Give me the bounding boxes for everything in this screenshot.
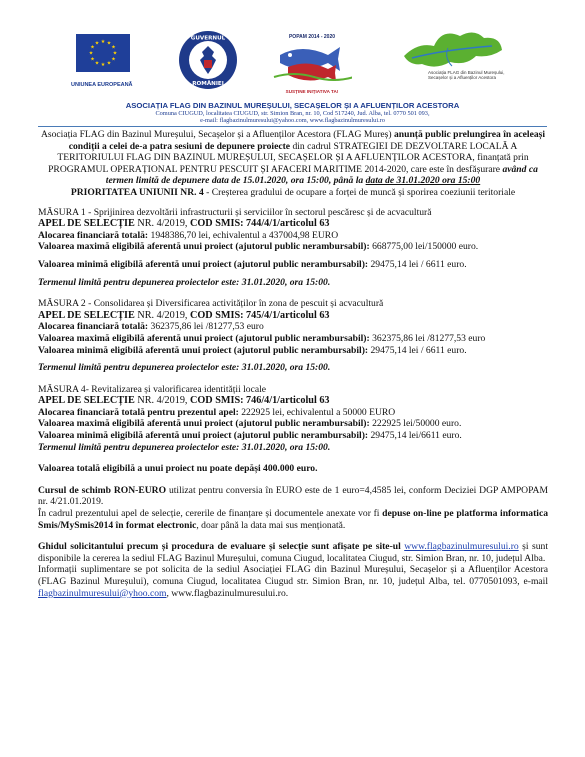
flag-mures-map-logo [398,26,508,96]
address-line: Comuna CIUGUD, localitatea CIUGUD, str. Simion Bran, nr. 10, Cod 517240, Jud. Alba, tel. 0770 501 093, [155,110,430,117]
svg-text:★: ★ [106,40,112,47]
intro-bold: anunță public prelungirea în aceleași condiții a celei de-a patra sesiuni de depunere proiecte [68,129,546,152]
min-value-line: Valoarea minimă eligibilă aferentă unui proiect (ajutorul public nerambursabil): 29475,14 lei/6611 euro. [38,430,462,442]
popam-slogan: SUSȚINE INIȚIATIVA TA! [285,89,339,94]
max-value-line: Valoarea maximă eligibilă aferentă unui proiect (ajutorul public nerambursabil): 222925 lei/50000 euro. [38,418,462,430]
measure-block [38,207,548,289]
flag-logo-caption: Asociația FLAG din Bazinul Mureșului, Secașelor și a Afluenților Acestora [428,70,505,81]
priority-line [38,187,548,199]
call-line: APEL DE SELECȚIE NR. 4/2019, COD SMIS: 746/4/1/articolul 63 [38,395,330,407]
call-line: APEL DE SELECȚIE NR. 4/2019, COD SMIS: 745/4/1/articolul 63 [38,309,330,321]
measure-title: MĂSURA 2 - Consolidarea și Diversificarea activităților în zona de pescuit și acvacultură [38,298,384,310]
online-submission-paragraph: În cadrul prezentului apel de selecție, cererile de finanțare și documentele anexate vor fi depuse on-line pe platforma informatica Smis/MySmis2014 în format electronic, doar până la data mai sus menționată. [38,508,549,531]
svg-text:★: ★ [94,60,100,67]
svg-text:★: ★ [112,50,118,57]
exchange-rate-paragraph: Cursul de schimb RON-EURO utilizat pentru conversia în EURO este de 1 euro=4,4585 lei, conform Deciziei DGP AMPOPAM nr. 4/21.01.2019. [38,484,548,508]
email-link[interactable]: flagbazinulmuresului@yhoo.com [38,587,167,599]
intro-text: Asociația FLAG din Bazinul Mureșului, Secașelor și a Afluenților Acestora (FLAG Mureș) [40,129,392,140]
deadline-line: Termenul limită pentru depunerea proiectelor este: 31.01.2020, ora 15:00. [38,441,331,453]
svg-text:★: ★ [90,56,95,63]
popam-title: POPAM 2014 - 2020 [288,34,336,40]
logo-row [38,26,547,96]
fish-icon [272,41,352,83]
eu-flag-logo [76,34,130,78]
association-address [38,110,547,124]
intro-deadline-new: data de 31.01.2020 ora 15:00 [365,175,481,187]
min-value-line: Valoarea minimă eligibilă aferentă unui proiect (ajutorul public nerambursabil): 29475,14 lei / 6611 euro. [38,344,467,356]
svg-text:★: ★ [88,50,94,57]
intro-deadline-old: având ca termen limită de depunere data de 15.01.2020, ora 15:00, până la [105,163,538,187]
gov-text-bottom: ROMÂNIEI [192,81,224,87]
eu-label: UNIUNEA EUROPEANĂ [71,82,133,88]
header-divider [38,126,547,127]
allocation-line: Alocarea financiară totală: 1948386,70 lei, echivalentul a 437004,98 EURO [38,229,339,241]
svg-text:★: ★ [111,44,116,51]
measure-title: MĂSURA 1 - Sprijinirea dezvoltării infrastructurii și serviciilor în sectorul pescăresc și de acvacultură [38,206,432,218]
priority-text: - Creșterea gradului de ocupare a forței de muncă și sporirea coeziunii teritoriale [203,186,516,198]
min-value-line: Valoarea minimă eligibilă aferentă unui proiect (ajutorul public nerambursabil): 29475,14 lei / 6611 euro. [38,258,467,270]
popam-logo [264,32,360,96]
website-link[interactable]: www.flagbazinulmuresului.ro [404,541,519,553]
call-line: APEL DE SELECȚIE NR. 4/2019, COD SMIS: 744/4/1/articolul 63 [38,218,330,230]
government-romania-logo [178,30,238,90]
svg-text:★: ★ [90,44,95,51]
total-eligible-line: Valoarea totală eligibilă a unui proiect nu poate depăși 400.000 euro. [38,463,318,475]
svg-text:★: ★ [106,60,112,67]
max-value-line: Valoarea maximă eligibilă aferentă unui proiect (ajutorul public nerambursabil): 668775,00 lei/150000 euro. [38,241,479,253]
contact-line: e-mail: flagbazinulmuresului@yahoo.com, www.flagbazinulmuresului.ro [200,117,385,125]
svg-text:★: ★ [111,56,116,63]
guide-paragraph: Ghidul solicitantului precum și procedura de evaluare și selecție sunt afișate pe site-ul www.flagbazinulmuresului.ro și sunt disponibile la cererea la sediul FLAG Bazinul Mureșului, comuna Ciugud, localitatea Ciugud, str. Simion Bran, nr. 10, județul Alba. [38,541,548,564]
measure-block [38,384,548,454]
intro-rest: din cadrul STRATEGIEI DE DEZVOLTARE LOCALĂ A TERITORIULUI FLAG DIN BAZINUL MUREȘULUI, SECAȘELOR ȘI A AFLUENȚILOR ACESTORA, finanțată prin PROGRAMUL OPERAȚIONAL PENTRU PESCUIT ȘI AFACERI MARITIME 2014-2020, care este în desfășurare [48,140,529,175]
deadline-line: Termenul limită pentru depunerea proiectelor este: 31.01.2020, ora 15:00. [38,362,331,374]
allocation-line: Alocarea financiară totală: 362375,86 lei /81277,53 euro [38,321,264,333]
svg-text:★: ★ [100,62,106,68]
measure-title: MĂSURA 4- Revitalizarea și valorificarea identității locale [38,383,267,395]
intro-paragraph [38,129,548,187]
svg-text:★: ★ [94,40,100,47]
deadline-line: Termenul limită pentru depunerea proiectelor este: 31.01.2020, ora 15:00. [38,276,331,288]
measure-block [38,298,548,374]
allocation-line: Alocarea financiară totală pentru prezentul apel: 222925 lei, echivalentul a 50000 EURO [38,406,396,418]
gov-text-top: GUVERNUL [190,35,226,42]
association-title: ASOCIAȚIA FLAG DIN BAZINUL MUREȘULUI, SECAȘELOR ȘI A AFLUENȚILOR ACESTORA [125,101,460,110]
info-paragraph: Informații suplimentare se pot solicita de la sediul Asociației FLAG din Bazinul Mureșului, Secașelor și a Afluenților Acestora (FLAG Bazinul Mureșului), comuna Ciugud, localitatea Ciugud str. Simion Bran, nr. 10, județul Alba, tel. 0770501093, e-mail flagbazinulmuresului@yhoo.com, www.flagbazinulmuresului.ro. [38,564,548,599]
svg-text:★: ★ [100,39,106,45]
announcement-body [38,129,548,599]
priority-label: PRIORITATEA UNIUNII NR. 4 [70,186,204,198]
max-value-line: Valoarea maximă eligibilă aferentă unui proiect (ajutorul public nerambursabil): 362375,86 lei /81277,53 euro [38,332,486,344]
